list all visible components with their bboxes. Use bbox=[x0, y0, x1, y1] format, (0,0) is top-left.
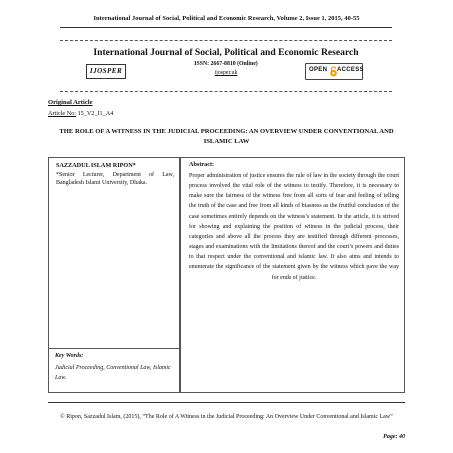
article-title: THE ROLE OF A WITNESS IN THE JUDICIAL PROCEEDING: AN OVERVIEW UNDER CONVENTIONAL AND ISLAMIC LAW bbox=[59, 128, 394, 145]
article-type: Original Article bbox=[48, 99, 93, 106]
issn: ISSN: 2667-8810 (Online) bbox=[194, 61, 258, 67]
masthead bbox=[60, 40, 392, 92]
journal-name: International Journal of Social, Political and Economic Research bbox=[93, 47, 359, 58]
author-affiliation: *Senior Lecturer, Department of Law, Bangladesh Islami University, Dhaka. bbox=[56, 172, 174, 186]
keywords-panel bbox=[48, 348, 180, 393]
abstract-text: Proper administration of justice ensures the rule of law in the society through the court process involved the vital role of the witness to testify. Therefore, it is necessary to make sure the fairness of the witness free from all sorts of fear and feeling of telling the truth of the case and free from all kinds of biasness as the fruitful conclusion of the case sometimes entirely depends on the witness’s statement. In the article, it is strived for showing and explaining the position of witness in the judicial process, their categories and above all the process they are testified through different processes, stages and examinations with the limitations thereof and the court’s powers and duties to that respect under the conventional and islamic law. It also aims and intends to enumerate the significance of the statement given by the witness which pave the way for ends of justice. bbox=[189, 173, 399, 281]
article-number bbox=[48, 110, 113, 117]
citation: © Ripon, Sazzadul Islam, (2015), “The Role of A Witness in the Judicial Proceeding: An Overview Under Conventional and Islamic Law” bbox=[60, 414, 393, 420]
article-number-value: 15_V2_I1_A4 bbox=[77, 110, 114, 117]
open-access-logo bbox=[305, 63, 363, 80]
article-number-label: Article No: bbox=[48, 110, 77, 117]
journal-website-link[interactable]: ijosper.uk bbox=[214, 70, 238, 76]
open-access-left-text: OPEN bbox=[309, 67, 328, 73]
running-header: International Journal of Social, Political and Economic Research, Volume 2, Issue 1, 2015, 40-55 bbox=[93, 15, 360, 22]
page-number: Page: 40 bbox=[383, 434, 405, 440]
footer-rule bbox=[48, 402, 405, 403]
author-name: SAZZADUL ISLAM RIPON* bbox=[56, 162, 136, 169]
open-access-right-text: ACCESS bbox=[337, 67, 364, 73]
header-rule bbox=[60, 27, 392, 28]
abstract-panel bbox=[180, 157, 405, 393]
keywords-text: Judicial Proceeding, Conventional Law, Islamic Law. bbox=[55, 365, 171, 381]
keywords-title: Key Words: bbox=[55, 353, 84, 359]
abstract-title: Abstract: bbox=[189, 161, 215, 168]
journal-logo: IJOSPER bbox=[86, 64, 126, 79]
